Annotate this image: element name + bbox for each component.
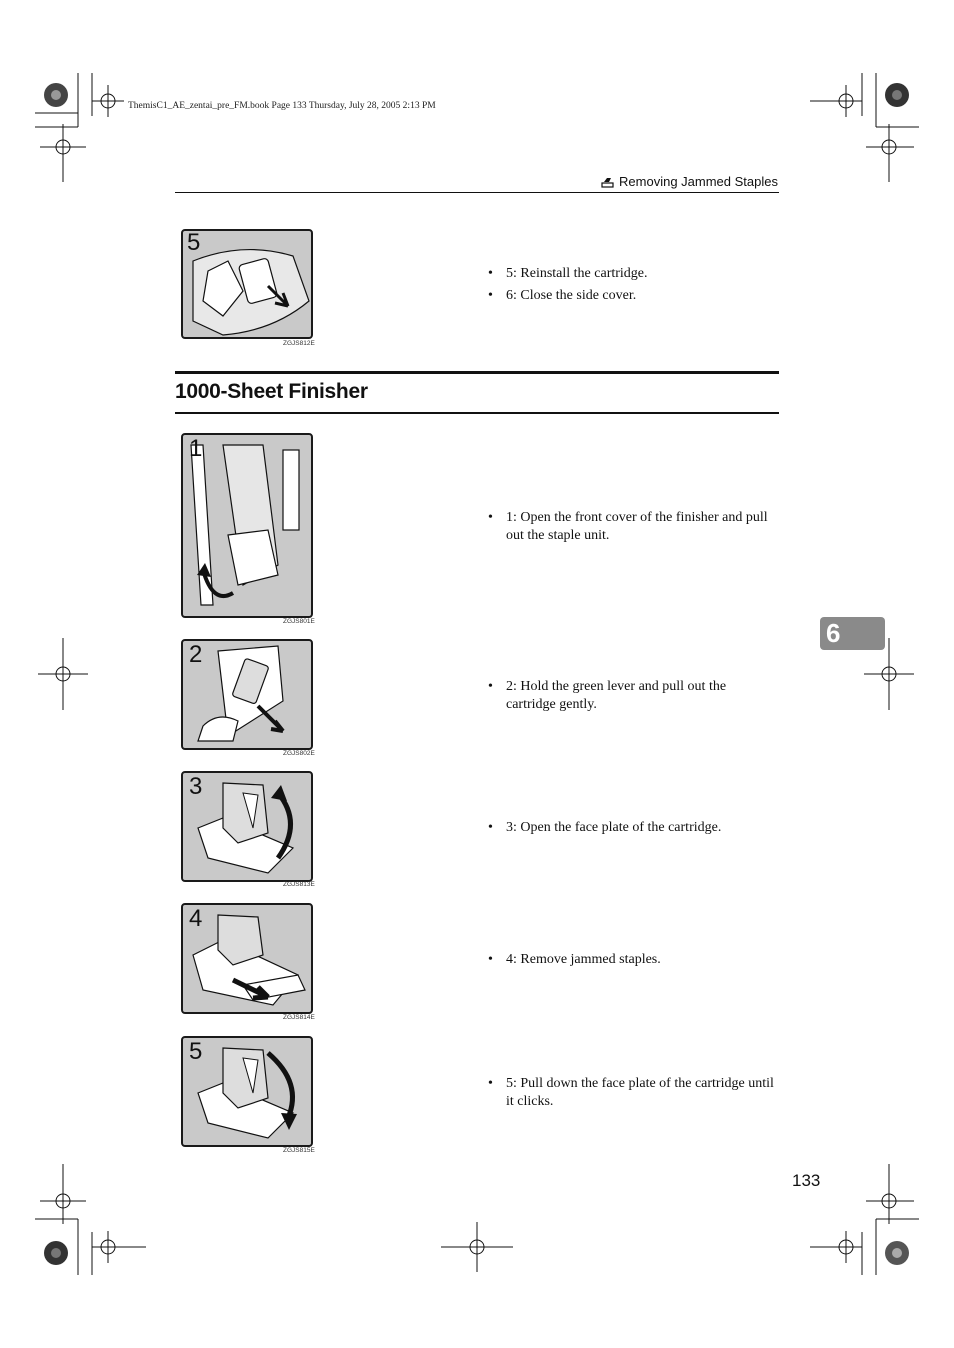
figure-code: ZGJS815E: [283, 1147, 315, 1154]
illustration-reinstall-cartridge: [183, 231, 311, 337]
page-number: 133: [792, 1171, 821, 1190]
step-1-list: [486, 509, 776, 549]
step-number: 4: [189, 905, 203, 932]
running-head-text: Removing Jammed Staples: [619, 174, 778, 189]
step-item: • 3: Open the face plate of the cartridge.: [486, 819, 776, 837]
figure-step-1: [181, 433, 313, 618]
figure-code: ZGJS801E: [283, 618, 315, 625]
step-item: • 5: Pull down the face plate of the cartridge until it clicks.: [486, 1075, 776, 1111]
print-info: ThemisC1_AE_zentai_pre_FM.book Page 133 Thursday, July 28, 2005 2:13 PM: [128, 101, 436, 111]
step-number: 2: [189, 641, 203, 668]
figure-code: ZGJS802E: [283, 750, 315, 757]
figure-code: ZGJS812E: [283, 340, 315, 347]
figure-step-4: [181, 903, 313, 1014]
figure-top-step-5: [181, 229, 313, 339]
header-rule: [175, 192, 779, 193]
figure-code: ZGJS814E: [283, 1014, 315, 1021]
step-item: • 5: Reinstall the cartridge.: [486, 265, 776, 283]
running-head: [601, 174, 778, 189]
staple-icon: [601, 176, 614, 188]
figure-step-5: [181, 1036, 313, 1147]
step-number: 3: [189, 773, 203, 800]
step-5-list: [486, 1075, 776, 1115]
top-steps-list: [486, 265, 776, 309]
step-item: • 1: Open the front cover of the finisher and pull out the staple unit.: [486, 509, 776, 545]
figure-code: ZGJS813E: [283, 881, 315, 888]
chapter-tab: 6: [820, 617, 885, 650]
section-rule-bottom: [175, 412, 779, 414]
step-number: 5: [189, 1038, 203, 1065]
section-title: 1000-Sheet Finisher: [175, 380, 368, 403]
step-item: • 4: Remove jammed staples.: [486, 951, 776, 969]
step-2-list: [486, 678, 776, 718]
step-number: 5: [187, 229, 201, 256]
section-rule-top: [175, 371, 779, 374]
figure-step-2: [181, 639, 313, 750]
step-item: • 2: Hold the green lever and pull out the cartridge gently.: [486, 678, 776, 714]
step-number: 1: [189, 435, 203, 462]
step-3-list: [486, 819, 776, 841]
step-item: • 6: Close the side cover.: [486, 287, 776, 305]
step-4-list: [486, 951, 776, 973]
figure-step-3: [181, 771, 313, 882]
